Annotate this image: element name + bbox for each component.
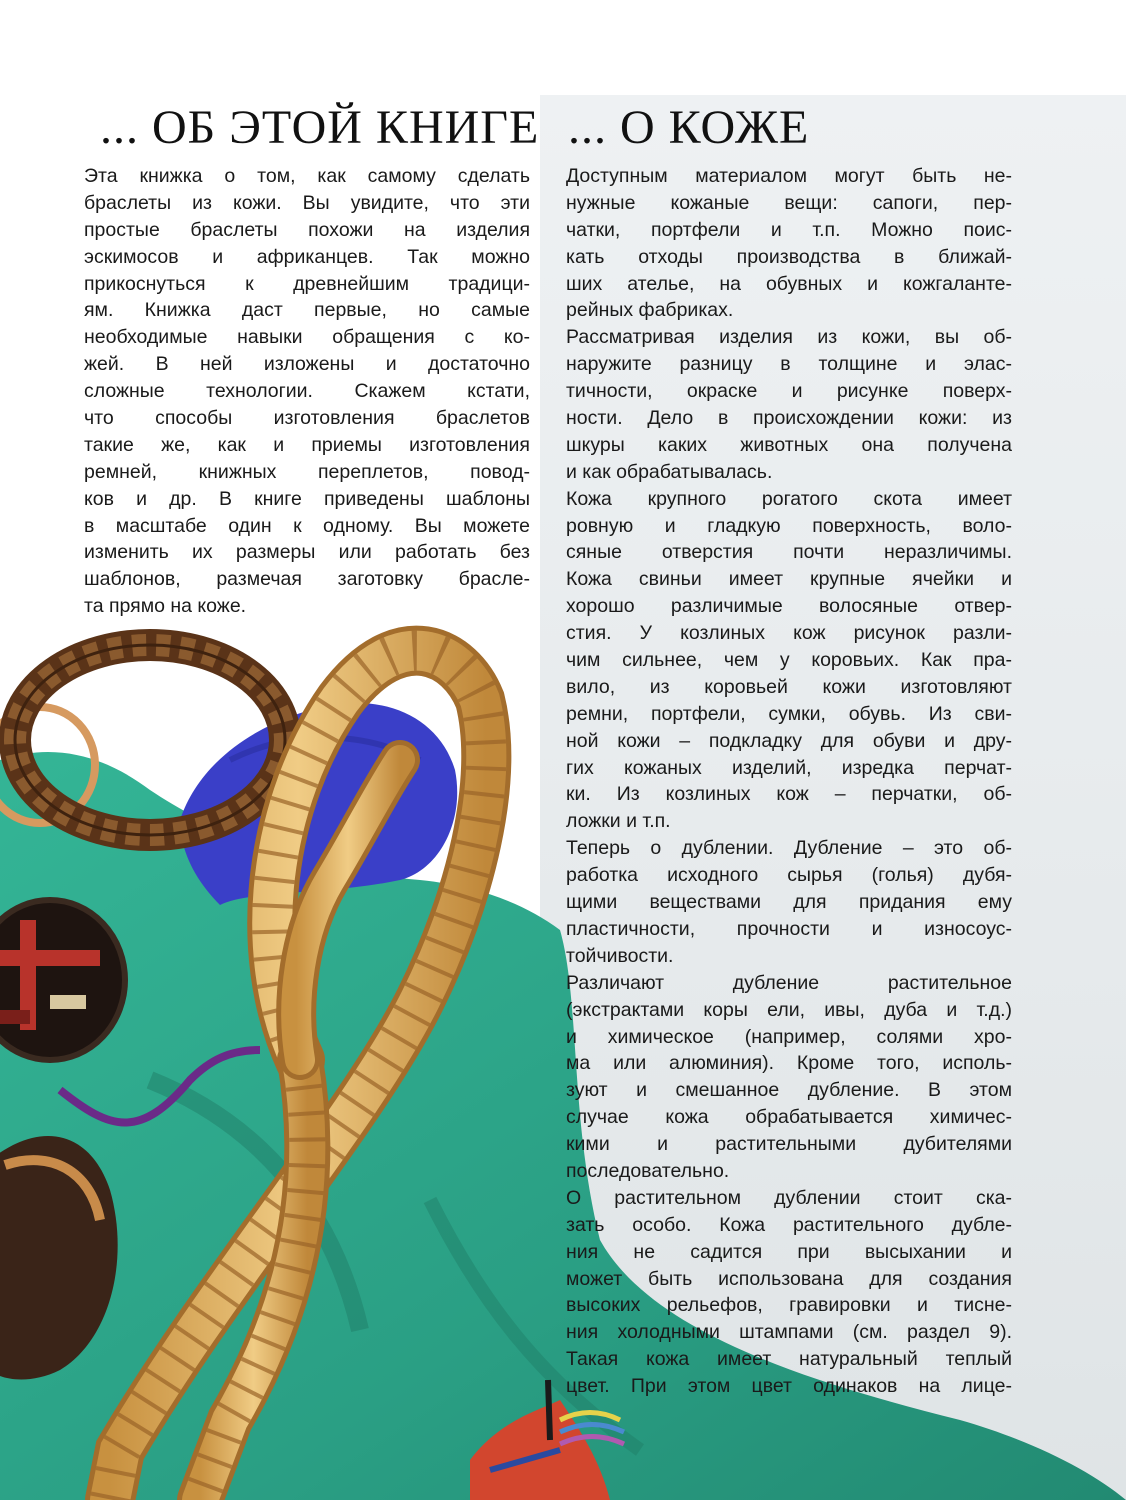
text-line: чатки, портфели и т.п. Можно поис- xyxy=(566,218,1012,241)
text-line: и химическое (например, солями хро- xyxy=(566,1025,1012,1048)
text-line: зать особо. Кожа растительного дубле- xyxy=(566,1213,1012,1236)
text-line: наружите разницу в толщине и элас- xyxy=(566,353,1012,376)
text-line: в масштабе один к одному. Вы можете xyxy=(84,514,530,537)
text-line: Такая кожа имеет натуральный теплый xyxy=(566,1348,1012,1371)
text-line: простые браслеты похожи на изделия xyxy=(84,218,530,241)
text-line: ной кожи – подкладку для обуви и дру- xyxy=(566,729,1012,752)
text-line: Рассматривая изделия из кожи, вы об- xyxy=(566,326,1012,349)
text-line: ма или алюминия). Кроме того, исполь- xyxy=(566,1052,1012,1075)
text-line: (экстрактами коры ели, ивы, дуба и т.д.) xyxy=(566,998,1012,1021)
text-line: стия. У козлиных кож рисунок разли- xyxy=(566,622,1012,645)
text-line: изменить их размеры или работать без xyxy=(84,541,530,564)
text-line: работка исходного сырья (голья) дубя- xyxy=(566,864,1012,887)
text-line: Эта книжка о том, как самому сделать xyxy=(84,165,530,187)
heading-about-book: ... ОБ ЭТОЙ КНИГЕ xyxy=(100,101,540,154)
text-line: ков и др. В книге приведены шаблоны xyxy=(84,487,530,510)
text-line: Кожа свиньи имеет крупные ячейки и xyxy=(566,568,1012,591)
heading-about-leather: ... О КОЖЕ xyxy=(568,101,810,154)
text-line: Кожа крупного рогатого скота имеет xyxy=(566,487,1012,510)
text-line: ложки и т.п. xyxy=(566,810,671,833)
text-line: вило, из коровьей кожи изготовляют xyxy=(566,675,1012,698)
text-line: гих кожаных изделий, изредка перчат- xyxy=(566,756,1012,779)
text-line: рейных фабриках. xyxy=(566,299,734,322)
text-line: ремни, портфели, сумки, обувь. Из сви- xyxy=(566,702,1012,725)
text-line: О растительном дублении стоит ска- xyxy=(566,1186,1012,1209)
text-line: тойчивости. xyxy=(566,944,674,967)
text-line: ровную и гладкую поверхность, воло- xyxy=(566,514,1012,537)
text-line: последовательно. xyxy=(566,1159,730,1182)
text-line: случае кожа обрабатывается химичес- xyxy=(566,1106,1012,1129)
text-line: сложные технологии. Скажем кстати, xyxy=(84,380,530,403)
text-line: ям. Книжка даст первые, но самые xyxy=(84,299,530,322)
text-line: Доступным материалом могут быть не- xyxy=(566,165,1012,187)
text-line: и как обрабатывалась. xyxy=(566,460,773,483)
text-column-left xyxy=(84,163,530,620)
text-line: щими веществами для придания ему xyxy=(566,891,1012,914)
text-line: Различают дубление растительное xyxy=(566,971,1012,994)
text-line: ности. Дело в происхождении кожи: из xyxy=(566,407,1012,430)
text-line: необходимые навыки обращения с ко- xyxy=(84,326,530,349)
text-line: кать отходы производства в ближай- xyxy=(566,245,1012,268)
text-line: прикоснуться к древнейшим традици- xyxy=(84,272,530,295)
text-line: высоких рельефов, гравировки и тисне- xyxy=(566,1294,1012,1317)
text-line: может быть использована для создания xyxy=(566,1267,1012,1290)
text-line: зуют и смешанное дубление. В этом xyxy=(566,1079,1012,1102)
text-line: браслеты из кожи. Вы увидите, что эти xyxy=(84,191,530,214)
text-line: сяные отверстия почти неразличимы. xyxy=(566,541,1012,564)
mosaic-bracelet xyxy=(0,900,125,1060)
text-line: ния холодными штампами (см. раздел 9). xyxy=(566,1321,1012,1344)
text-line: ших ателье, на обувных и кожгаланте- xyxy=(566,272,1012,295)
text-line: что способы изготовления браслетов xyxy=(84,407,530,430)
text-line: кими и растительными дубителями xyxy=(566,1133,1012,1156)
text-line: эскимосов и африканцев. Так можно xyxy=(84,245,530,268)
text-line: нужные кожаные вещи: сапоги, пер- xyxy=(566,191,1012,214)
text-line: пластичности, прочности и износоус- xyxy=(566,917,1012,940)
text-line: шкуры каких животных она получена xyxy=(566,433,1012,456)
text-line: Теперь о дублении. Дубление – это об- xyxy=(566,837,1012,860)
text-line: тичности, окраске и рисунке поверх- xyxy=(566,380,1012,403)
text-line: цвет. При этом цвет одинаков на лице- xyxy=(566,1375,1012,1398)
text-line: хорошо различимые волосяные отвер- xyxy=(566,595,1012,618)
text-line: такие же, как и приемы изготовления xyxy=(84,433,530,456)
text-line: ремней, книжных переплетов, повод- xyxy=(84,460,530,483)
text-line: ния не садится при высыхании и xyxy=(566,1240,1012,1263)
text-line: ки. Из козлиных кож – перчатки, об- xyxy=(566,783,1012,806)
text-line: чим сильнее, чем у коровьих. Как пра- xyxy=(566,649,1012,672)
text-line: шаблонов, размечая заготовку брасле- xyxy=(84,568,530,591)
text-column-right xyxy=(566,163,1012,1400)
text-line: та прямо на коже. xyxy=(84,595,247,618)
text-line: жей. В ней изложены и достаточно xyxy=(84,353,530,376)
